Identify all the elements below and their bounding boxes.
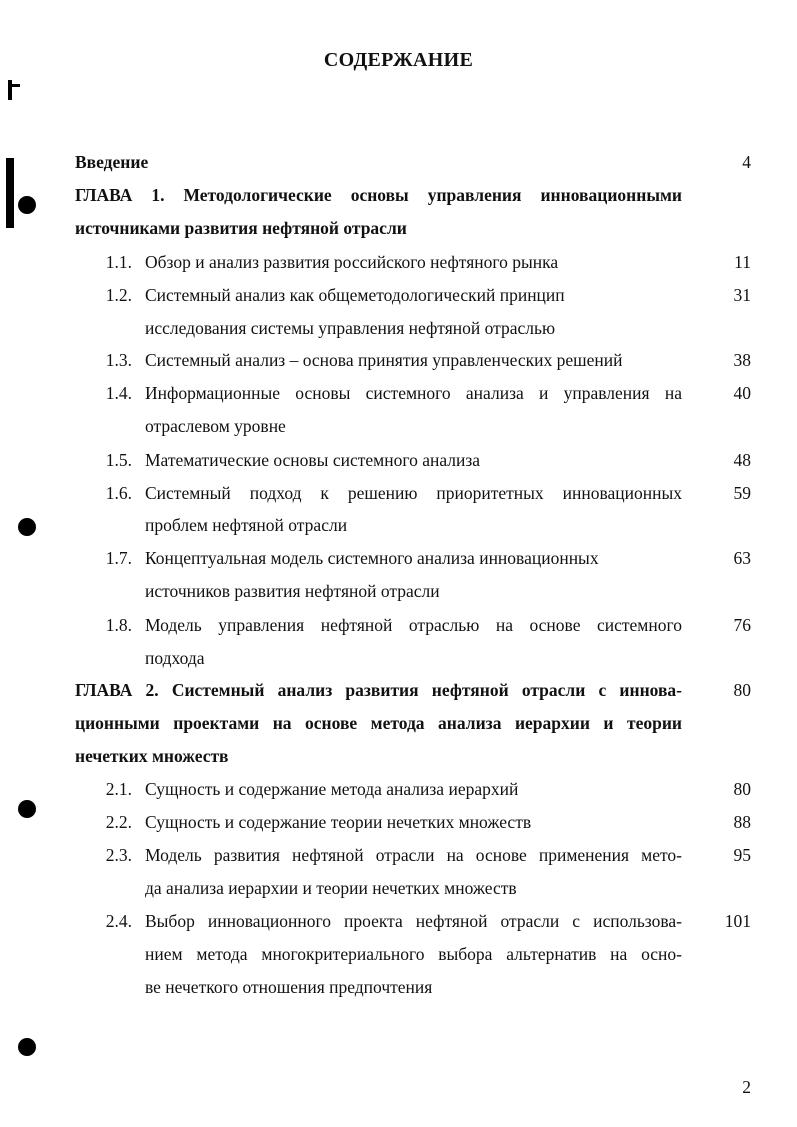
section-number: 2.3. <box>105 845 132 865</box>
section-title-continued: отраслевом уровне <box>145 416 286 436</box>
section-number: 1.6. <box>105 483 132 503</box>
section-title: Сущность и содержание метода анализа иерархий <box>145 779 519 799</box>
section-page: 101 <box>724 911 751 931</box>
section-page: 95 <box>733 845 751 865</box>
section-number: 1.8. <box>105 615 132 635</box>
section-title: Обзор и анализ развития российского нефтяного рынка <box>145 252 559 272</box>
section-title-continued: проблем нефтяной отрасли <box>145 515 348 535</box>
section-title-continued: нием метода многокритериального выбора альтернатив на осно- <box>145 944 682 964</box>
section-title: Информационные основы системного анализа и управления на <box>145 383 682 403</box>
section-page: 80 <box>733 779 751 799</box>
section-number: 1.5. <box>105 450 132 470</box>
section-title-continued: источников развития нефтяной отрасли <box>145 581 440 601</box>
section-title: Сущность и содержание теории нечетких множеств <box>145 812 532 832</box>
section-page: 48 <box>733 450 751 470</box>
section-number: 1.4. <box>105 383 132 403</box>
section-title: Системный анализ – основа принятия управленческих решений <box>145 350 623 370</box>
section-title-continued: подхода <box>145 648 205 668</box>
section-number: 1.2. <box>105 285 132 305</box>
section-number: 2.4. <box>105 911 132 931</box>
chapter1-heading-line: ГЛАВА 1. Методологические основы управления инновационными <box>75 185 682 205</box>
scan-binding-bar <box>6 158 14 228</box>
section-page: 38 <box>733 350 751 370</box>
section-number: 1.7. <box>105 548 132 568</box>
chapter2-page: 80 <box>733 680 751 700</box>
section-page: 88 <box>733 812 751 832</box>
binding-hole <box>18 196 36 214</box>
binding-hole <box>18 518 36 536</box>
chapter1-heading-line: источниками развития нефтяной отрасли <box>75 218 407 238</box>
section-title-continued: ве нечеткого отношения предпочтения <box>145 977 433 997</box>
section-page: 11 <box>734 252 751 272</box>
chapter2-heading-line: ционными проектами на основе метода анализа иерархии и теории <box>75 713 682 733</box>
section-number: 2.1. <box>105 779 132 799</box>
section-title-continued: да анализа иерархии и теории нечетких множеств <box>145 878 517 898</box>
binding-hole <box>18 800 36 818</box>
section-page: 63 <box>733 548 751 568</box>
scan-mark <box>8 80 12 100</box>
section-title: Системный подход к решению приоритетных инновационных <box>145 483 682 503</box>
toc-intro-label: Введение <box>75 152 149 172</box>
section-page: 31 <box>733 285 751 305</box>
section-title: Выбор инновационного проекта нефтяной отрасли с использова- <box>145 911 682 931</box>
section-number: 1.3. <box>105 350 132 370</box>
scan-mark <box>8 84 20 87</box>
section-title: Модель развития нефтяной отрасли на основе применения мето- <box>145 845 682 865</box>
section-number: 1.1. <box>105 252 132 272</box>
binding-hole <box>18 1038 36 1056</box>
section-page: 40 <box>733 383 751 403</box>
page-title: СОДЕРЖАНИЕ <box>323 49 474 71</box>
section-title: Концептуальная модель системного анализа инновационных <box>145 548 599 568</box>
chapter2-heading-line: ГЛАВА 2. Системный анализ развития нефтяной отрасли с иннова- <box>75 680 682 700</box>
chapter2-heading-line: нечетких множеств <box>75 746 229 766</box>
section-title: Модель управления нефтяной отраслью на основе системного <box>145 615 682 635</box>
toc-intro-page: 4 <box>742 152 751 172</box>
page-number: 2 <box>742 1077 751 1097</box>
section-title: Системный анализ как общеметодологический принцип <box>145 285 565 305</box>
section-title-continued: исследования системы управления нефтяной отраслью <box>145 318 556 338</box>
section-number: 2.2. <box>105 812 132 832</box>
section-title: Математические основы системного анализа <box>145 450 481 470</box>
section-page: 59 <box>733 483 751 503</box>
section-page: 76 <box>733 615 751 635</box>
